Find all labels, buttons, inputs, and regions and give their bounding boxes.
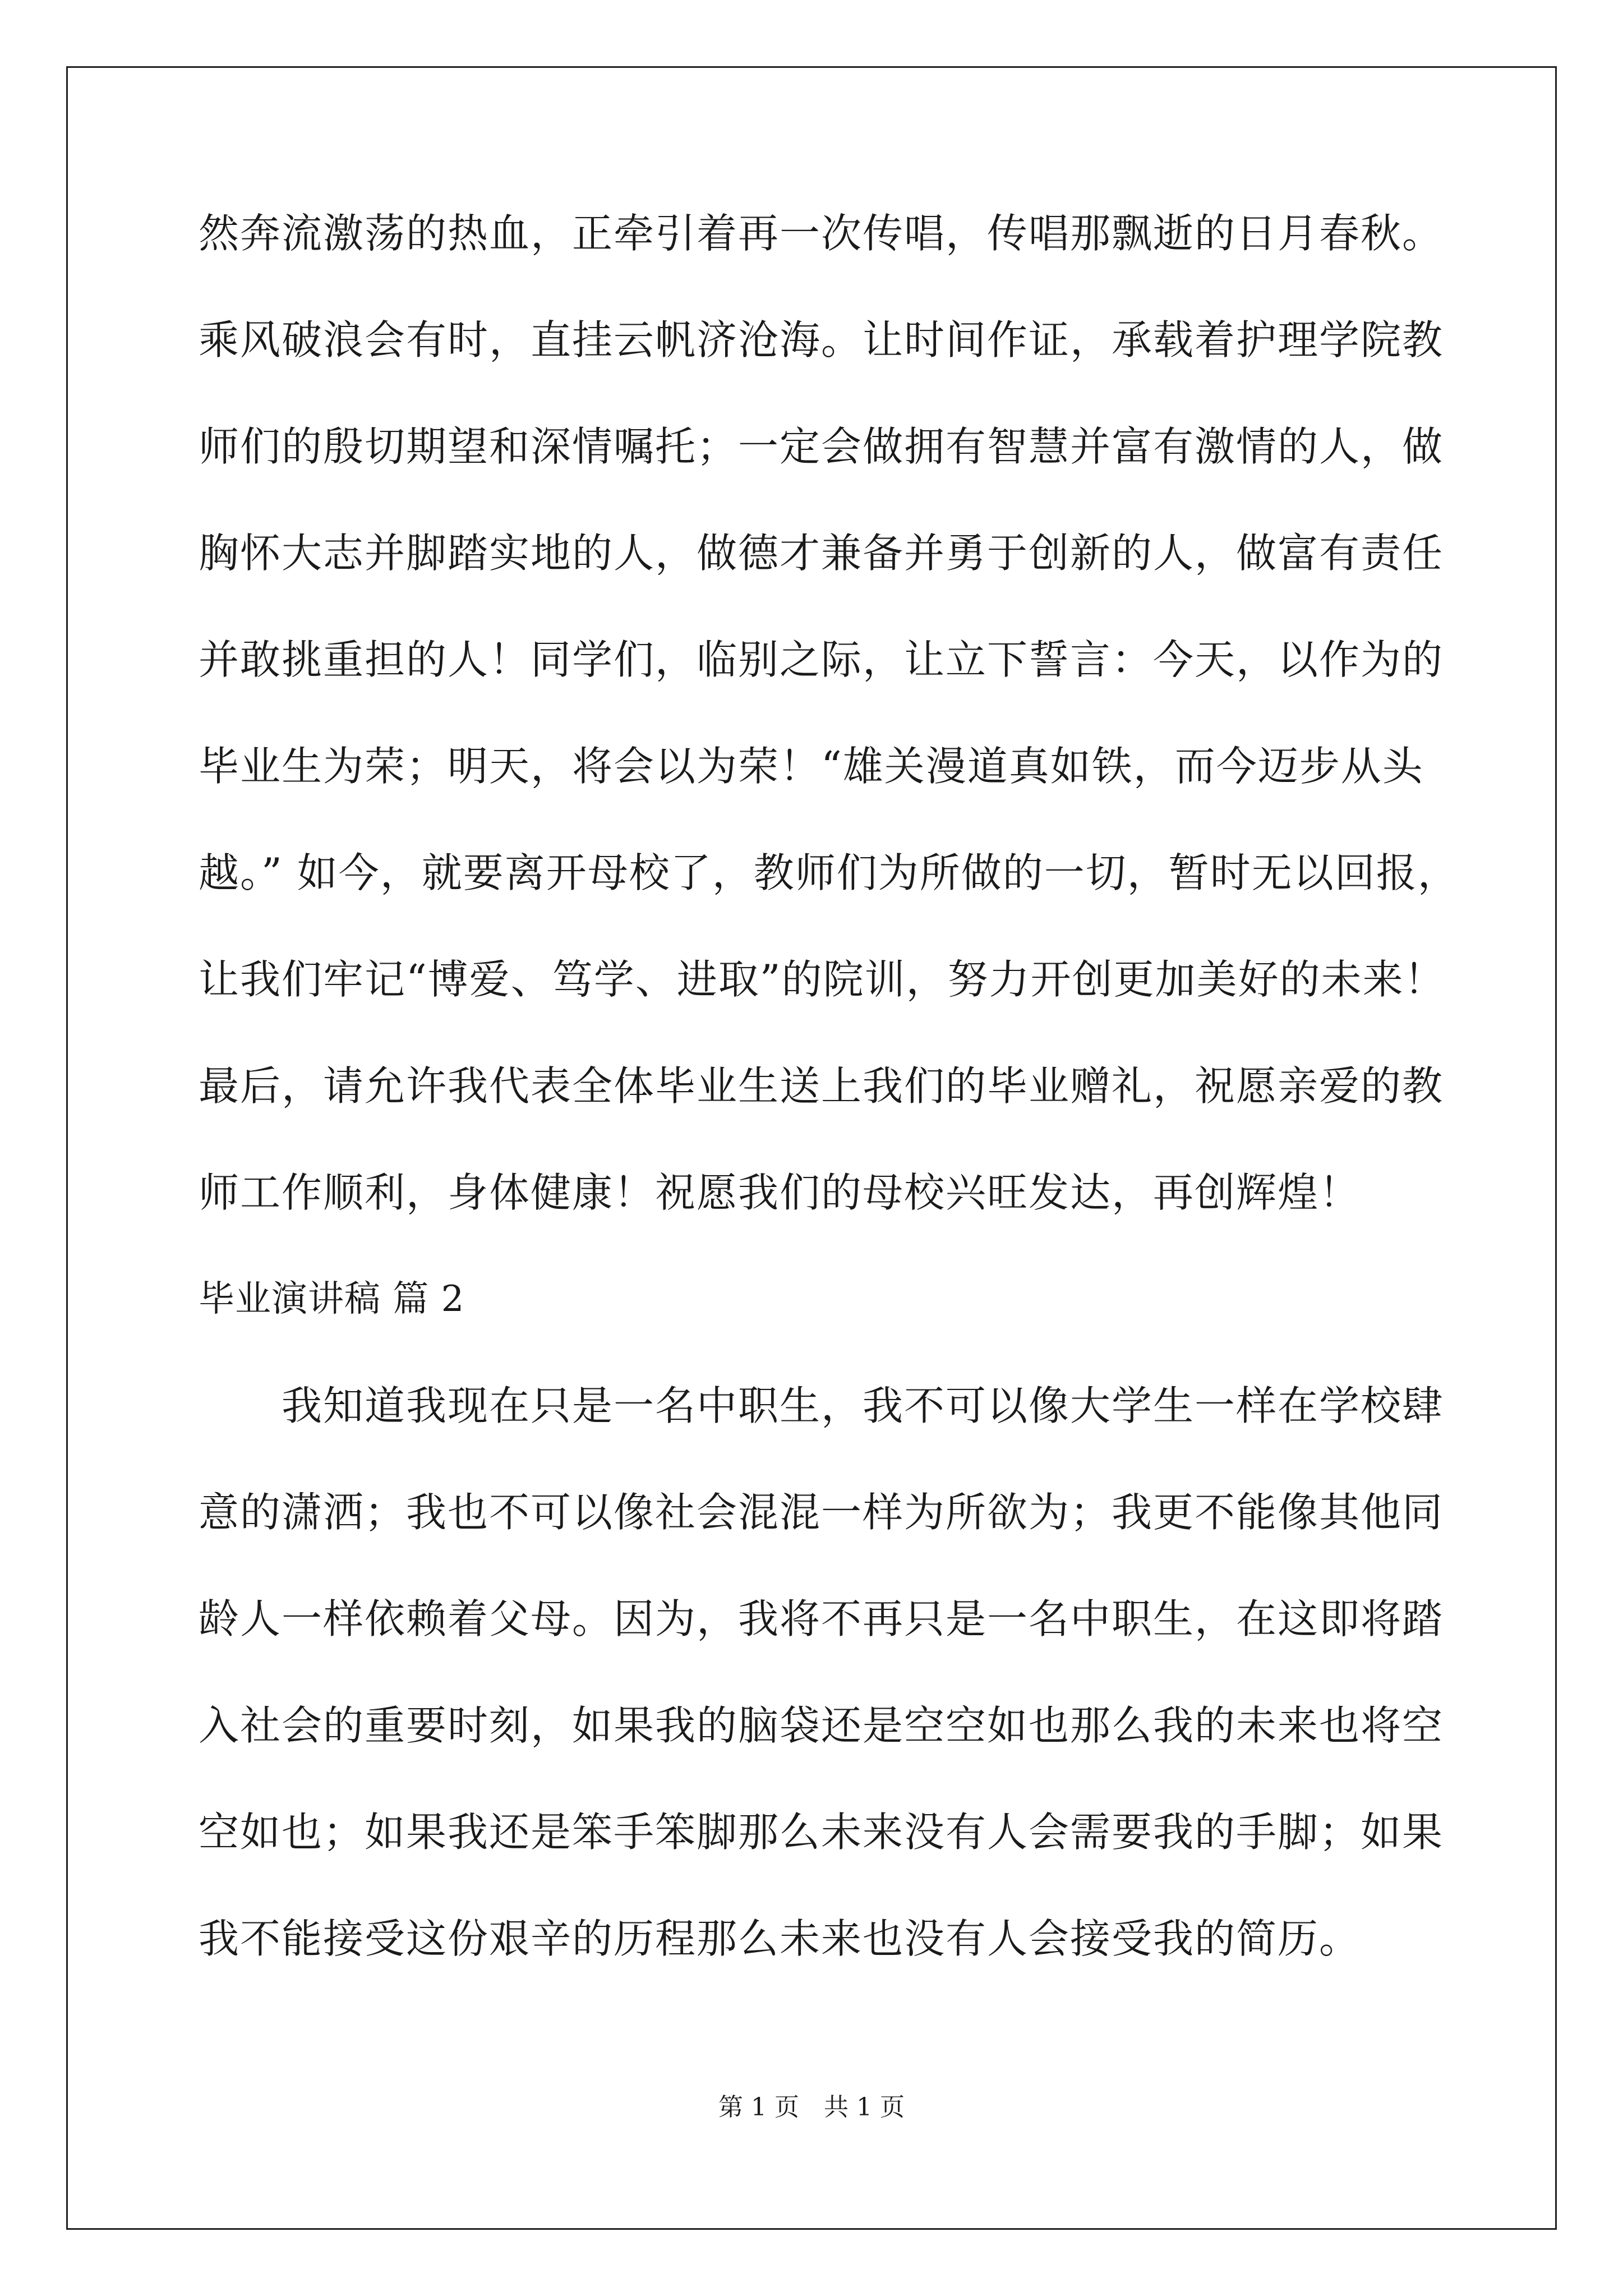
text-line: 我不能接受这份艰辛的历程那么未来也没有人会接受我的简历。 [199,1915,1361,1962]
text-line: 胸怀大志并脚踏实地的人，做德才兼备并勇于创新的人，做富有责任 [199,530,1444,577]
text-line: 意的潇洒；我也不可以像社会混混一样为所欲为；我更不能像其他同 [199,1489,1444,1536]
section-heading: 毕业演讲稿 篇 2 [199,1278,465,1320]
text-line: 师工作顺利，身体健康！祝愿我们的母校兴旺发达，再创辉煌！ [199,1169,1361,1216]
document-body [199,210,1459,2025]
text-line: 并敢挑重担的人！同学们，临别之际，让立下誓言：今天，以作为的 [199,636,1444,683]
text-line: 毕业生为荣；明天，将会以为荣！“雄关漫道真如铁，而今迈步从头 [199,743,1424,790]
text-line: 越。” 如今，就要离开母校了，教师们为所做的一切，暂时无以回报， [199,849,1459,896]
text-line: 最后，请允许我代表全体毕业生送上我们的毕业赠礼，祝愿亲爱的教 [199,1062,1444,1110]
text-line: 然奔流激荡的热血，正牵引着再一次传唱，传唱那飘逝的日月春秋。 [199,210,1444,257]
text-line: 空如也；如果我还是笨手笨脚那么未来没有人会需要我的手脚；如果 [199,1809,1444,1856]
text-line: 我知道我现在只是一名中职生，我不可以像大学生一样在学校肆 [282,1382,1444,1429]
text-line: 龄人一样依赖着父母。因为，我将不再只是一名中职生，在这即将踏 [199,1595,1444,1642]
text-line: 让我们牢记“博爱、笃学、进取”的院训，努力开创更加美好的未来！ [199,956,1446,1003]
text-line: 入社会的重要时刻，如果我的脑袋还是空空如也那么我的未来也将空 [199,1702,1444,1749]
text-line: 乘风破浪会有时，直挂云帆济沧海。让时间作证，承载着护理学院教 [199,316,1444,364]
text-line: 师们的殷切期望和深情嘱托；一定会做拥有智慧并富有激情的人，做 [199,423,1444,470]
page-number-footer: 第 1 页 共 1 页 [718,2093,905,2122]
